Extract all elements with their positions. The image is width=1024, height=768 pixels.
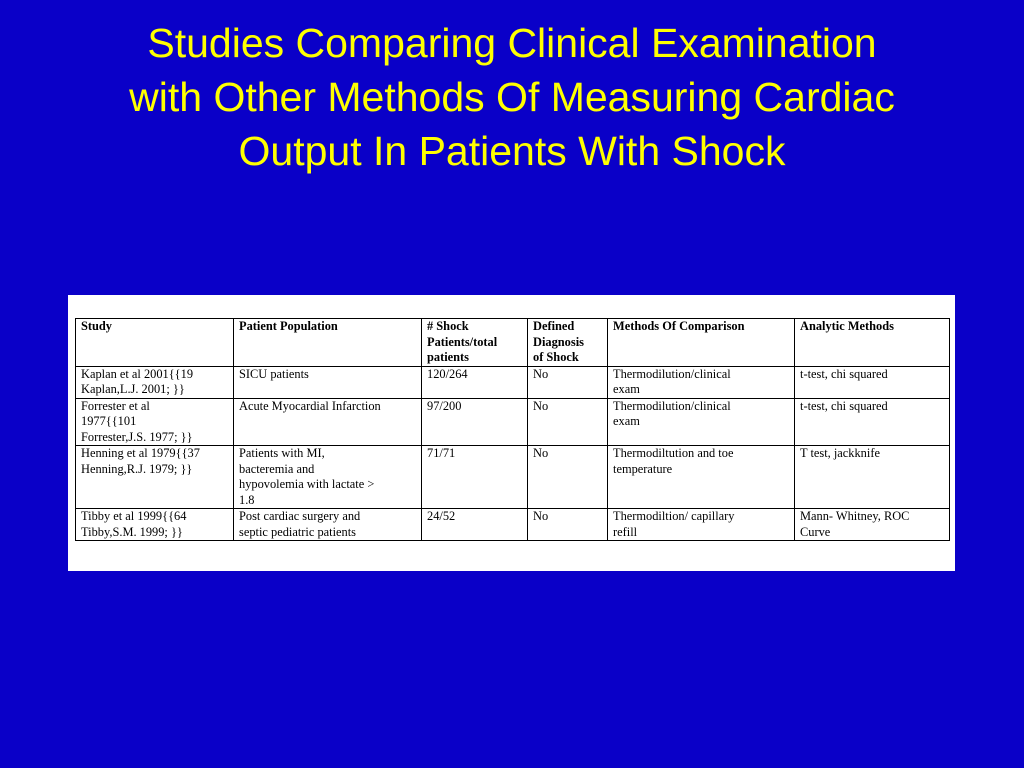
cell-methods-of-comparison: Thermodiltution and toe temperature	[608, 446, 795, 509]
cell-defined-diagnosis: No	[528, 398, 608, 446]
slide-title	[40, 16, 984, 178]
studies-table-image	[68, 295, 955, 571]
table-row	[76, 366, 950, 398]
cell-shock-patients: 120/264	[422, 366, 528, 398]
cell-analytic-methods: t-test, chi squared	[795, 366, 950, 398]
cell-defined-diagnosis: No	[528, 509, 608, 541]
header-patient-population: Patient Population	[234, 319, 422, 367]
cell-shock-patients: 24/52	[422, 509, 528, 541]
title-line-1: Studies Comparing Clinical Examination	[147, 20, 877, 66]
cell-shock-patients: 97/200	[422, 398, 528, 446]
cell-study: Forrester et al 1977{{101 Forrester,J.S. 1977; }}	[76, 398, 234, 446]
cell-patient-population: Post cardiac surgery and septic pediatric patients	[234, 509, 422, 541]
cell-methods-of-comparison: Thermodiltion/ capillary refill	[608, 509, 795, 541]
cell-patient-population: Acute Myocardial Infarction	[234, 398, 422, 446]
cell-analytic-methods: t-test, chi squared	[795, 398, 950, 446]
cell-shock-patients: 71/71	[422, 446, 528, 509]
header-shock-patients-total: # Shock Patients/total patients	[422, 319, 528, 367]
cell-methods-of-comparison: Thermodilution/clinical exam	[608, 366, 795, 398]
cell-patient-population: Patients with MI, bacteremia and hypovolemia with lactate > 1.8	[234, 446, 422, 509]
table-row	[76, 446, 950, 509]
cell-analytic-methods: Mann- Whitney, ROC Curve	[795, 509, 950, 541]
table-row	[76, 398, 950, 446]
cell-study: Henning et al 1979{{37 Henning,R.J. 1979; }}	[76, 446, 234, 509]
header-defined-diagnosis: Defined Diagnosis of Shock	[528, 319, 608, 367]
cell-study: Kaplan et al 2001{{19 Kaplan,L.J. 2001; }}	[76, 366, 234, 398]
table-header-row	[76, 319, 950, 367]
studies-table	[75, 318, 950, 541]
title-line-2: with Other Methods Of Measuring Cardiac	[129, 74, 895, 120]
cell-study: Tibby et al 1999{{64 Tibby,S.M. 1999; }}	[76, 509, 234, 541]
cell-methods-of-comparison: Thermodilution/clinical exam	[608, 398, 795, 446]
cell-defined-diagnosis: No	[528, 366, 608, 398]
header-study: Study	[76, 319, 234, 367]
title-line-3: Output In Patients With Shock	[238, 128, 786, 174]
header-methods-of-comparison: Methods Of Comparison	[608, 319, 795, 367]
cell-analytic-methods: T test, jackknife	[795, 446, 950, 509]
cell-defined-diagnosis: No	[528, 446, 608, 509]
header-analytic-methods: Analytic Methods	[795, 319, 950, 367]
cell-patient-population: SICU patients	[234, 366, 422, 398]
table-row	[76, 509, 950, 541]
